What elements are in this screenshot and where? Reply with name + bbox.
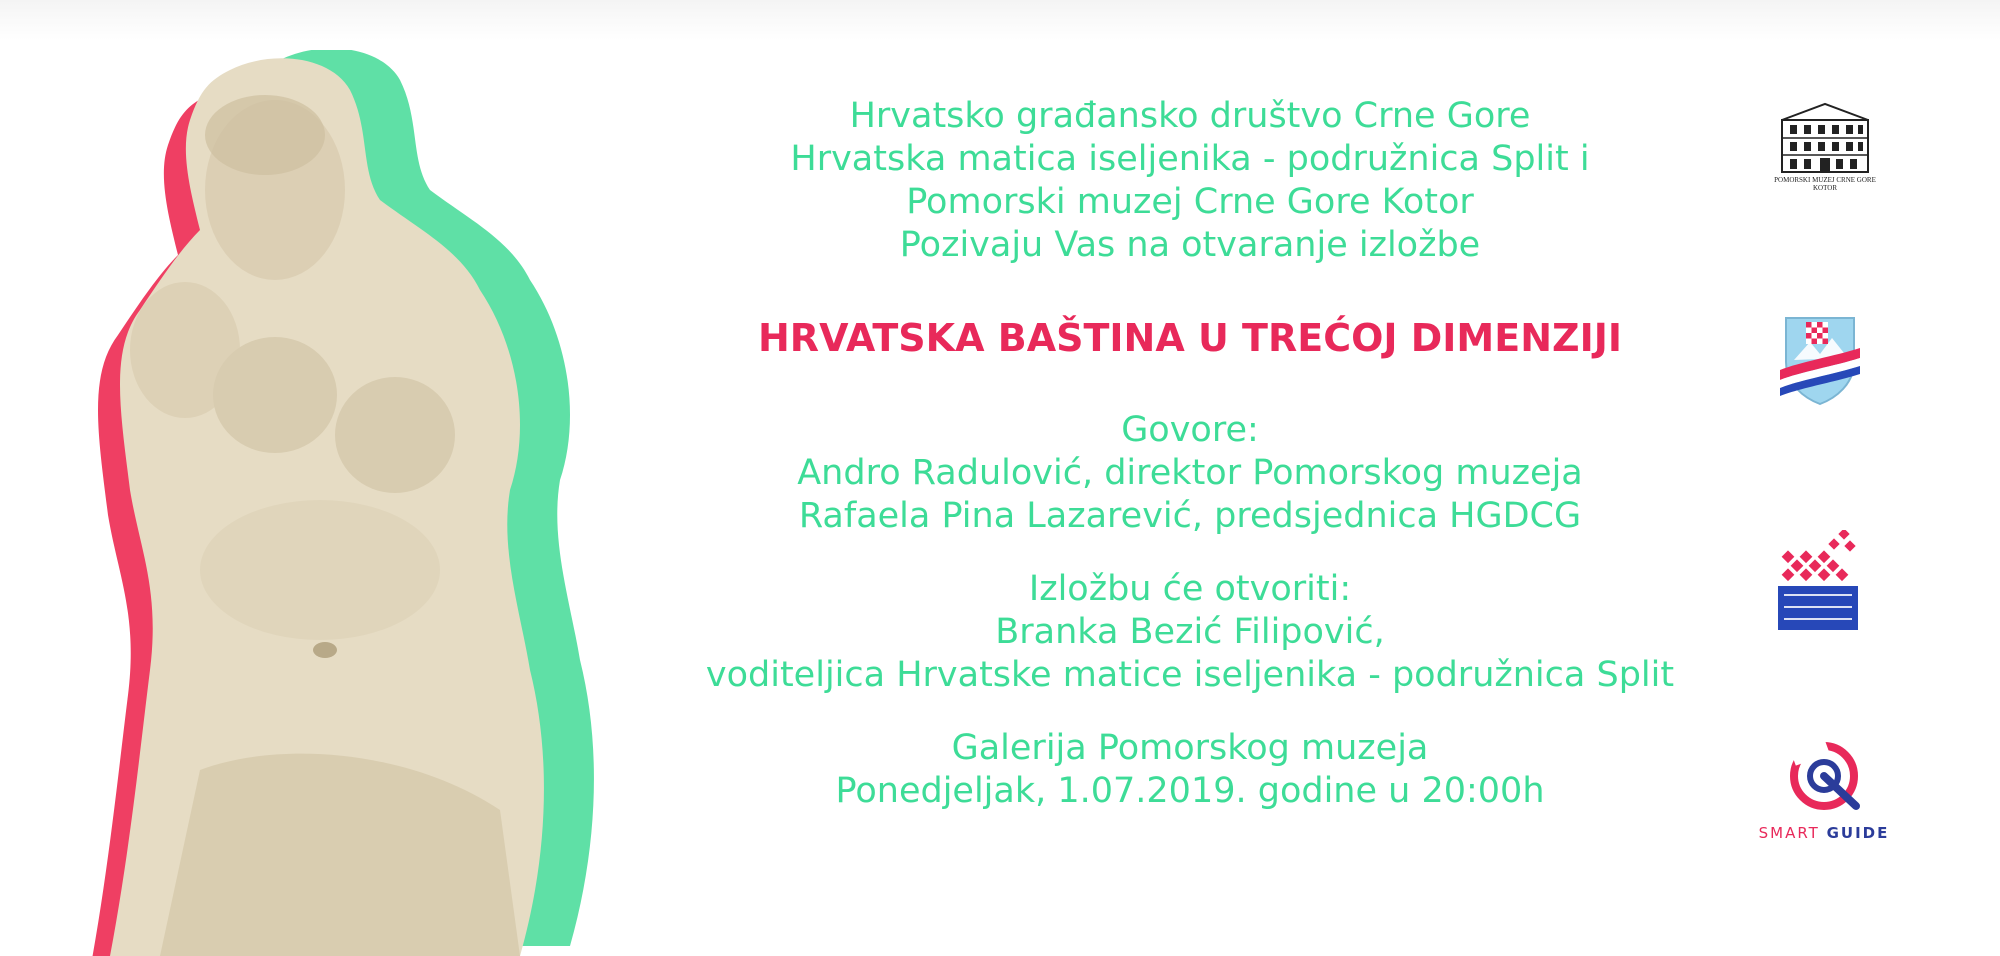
- exhibition-title: HRVATSKA BAŠTINA U TREĆOJ DIMENZIJI: [758, 316, 1622, 360]
- opening-heading: Izložbu će otvoriti:: [1028, 569, 1352, 609]
- hgdcg-shield-logo: [1780, 312, 1860, 406]
- smart-word: SMART: [1758, 824, 1820, 842]
- statue-image: [80, 50, 620, 956]
- museum-caption-city: KOTOR: [1813, 184, 1837, 192]
- organizer-line: Pomorski muzej Crne Gore Kotor: [906, 182, 1474, 222]
- speakers-heading: Govore:: [1121, 410, 1259, 450]
- smart-guide-logo: [1752, 736, 1896, 846]
- guide-word: GUIDE: [1826, 824, 1890, 842]
- smart-guide-wordmark: [1752, 824, 1896, 842]
- maritime-museum-logo: [1770, 98, 1880, 198]
- organizer-line: Hrvatsko građansko društvo Crne Gore: [849, 96, 1531, 136]
- opener-role: voditeljica Hrvatske matice iseljenika - podružnica Split: [705, 655, 1675, 695]
- venue: Galerija Pomorskog muzeja: [951, 728, 1429, 768]
- speaker-line: Andro Radulović, direktor Pomorskog muzeja: [797, 453, 1583, 493]
- organizer-line: Hrvatska matica iseljenika - podružnica Split i: [790, 139, 1590, 179]
- speaker-line: Rafaela Pina Lazarević, predsjednica HGDCG: [798, 496, 1582, 536]
- opener-name: Branka Bezić Filipović,: [995, 612, 1385, 652]
- museum-caption-name: POMORSKI MUZEJ CRNE GORE: [1774, 176, 1876, 184]
- invitation-line: Pozivaju Vas na otvaranje izložbe: [899, 225, 1481, 265]
- invitation-text: [620, 95, 1760, 813]
- hmi-checkerboard-logo: [1776, 530, 1860, 632]
- event-datetime: Ponedjeljak, 1.07.2019. godine u 20:00h: [835, 771, 1545, 811]
